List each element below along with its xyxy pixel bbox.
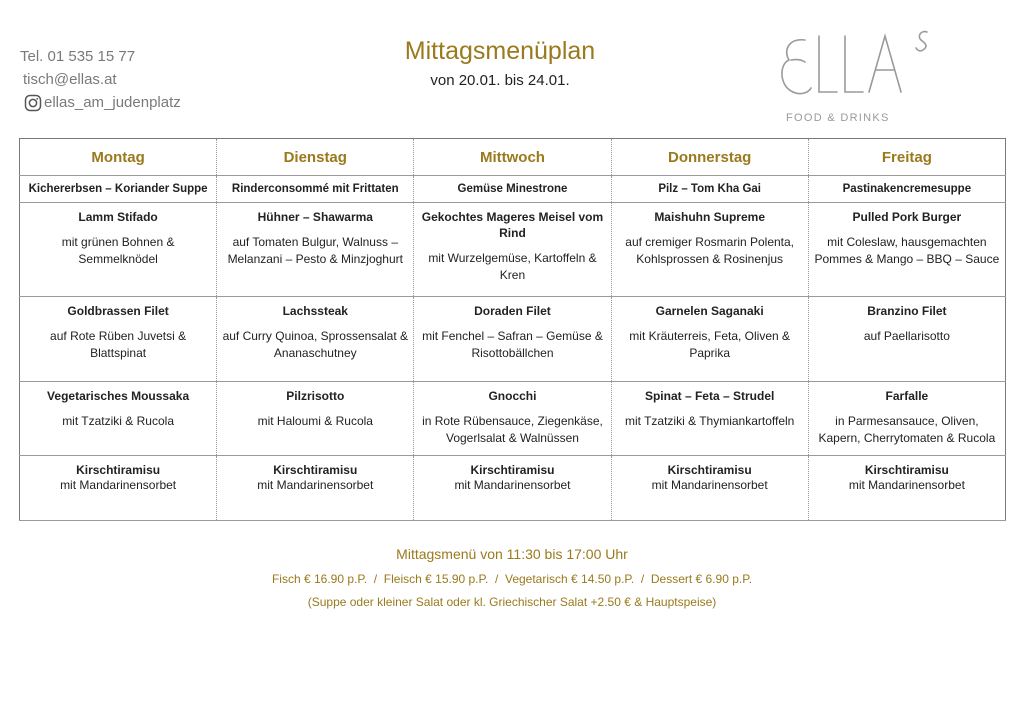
dessert-description: mit Mandarinensorbet: [257, 478, 374, 492]
dish-description: auf Rote Rüben Juvetsi & Blattspinat: [50, 329, 187, 360]
dish-description: in Rote Rübensauce, Ziegenkäse, Vogerlsalat & Walnüssen: [422, 414, 603, 445]
soup-cell: Rinderconsommé mit Frittaten: [217, 176, 414, 203]
dessert-cell: [808, 456, 1005, 521]
dish-name: Gnocchi: [488, 389, 537, 403]
day-header: Montag: [20, 139, 217, 176]
weekly-menu-table: [19, 138, 1006, 521]
dish-cell: [611, 382, 808, 456]
dessert-name: Kirschtiramisu: [76, 463, 161, 477]
dish-description: mit Haloumi & Rucola: [257, 414, 373, 428]
dish-name: Lamm Stifado: [78, 210, 158, 224]
day-header: Dienstag: [217, 139, 414, 176]
phone-number[interactable]: Tel. 01 535 15 77: [20, 48, 136, 65]
dish-description: mit Tzatziki & Rucola: [62, 414, 174, 428]
dish-name: Branzino Filet: [867, 304, 947, 318]
dish-name: Maishuhn Supreme: [654, 210, 765, 224]
day-header: Freitag: [808, 139, 1005, 176]
dish-cell: [611, 297, 808, 382]
dish-cell: [217, 203, 414, 297]
email-address[interactable]: tisch@ellas.at: [23, 71, 117, 88]
dessert-name: Kirschtiramisu: [864, 463, 949, 477]
dessert-description: mit Mandarinensorbet: [454, 478, 571, 492]
dish-name: Pilzrisotto: [286, 389, 345, 403]
dish-cell: [808, 297, 1005, 382]
surcharge-note: (Suppe oder kleiner Salat oder kl. Griechischer Salat +2.50 € & Hauptspeise): [307, 595, 717, 609]
dish-description: mit Kräuterreis, Feta, Oliven & Paprika: [629, 329, 791, 360]
soup-row: [20, 176, 1006, 203]
dish-cell: [217, 382, 414, 456]
dessert-name: Kirschtiramisu: [667, 463, 752, 477]
dessert-row: [20, 456, 1006, 521]
dish-name: Vegetarisches Moussaka: [47, 389, 190, 403]
day-header: Mittwoch: [414, 139, 611, 176]
dish-name: Spinat – Feta – Strudel: [644, 389, 775, 403]
dish-description: auf cremiger Rosmarin Polenta, Kohlsprossen & Rosinenjus: [625, 235, 795, 266]
dish-name: Pulled Pork Burger: [852, 210, 962, 224]
dish-cell: [20, 382, 217, 456]
soup-cell: Kichererbsen – Koriander Suppe: [20, 176, 217, 203]
dish-description: mit Fenchel – Safran – Gemüse & Risottobällchen: [422, 329, 603, 360]
title-block: [330, 36, 670, 89]
dish-cell: [611, 203, 808, 297]
dish-name: Farfalle: [885, 389, 929, 403]
day-header-row: [20, 139, 1006, 176]
page-title: Mittagsmenüplan: [404, 37, 596, 65]
contact-block: [20, 45, 181, 114]
dish-cell: [808, 203, 1005, 297]
soup-cell: Gemüse Minestrone: [414, 176, 611, 203]
dish-cell: [414, 297, 611, 382]
main-course-row-1: [20, 203, 1006, 297]
main-course-row-2: [20, 297, 1006, 382]
dish-name: Doraden Filet: [474, 304, 551, 318]
dish-description: auf Curry Quinoa, Sprossensalat & Ananaschutney: [222, 329, 408, 360]
dish-description: auf Tomaten Bulgur, Walnuss – Melanzani – Pesto & Minzjoghurt: [227, 235, 403, 266]
dessert-description: mit Mandarinensorbet: [651, 478, 768, 492]
dish-description: mit Tzatziki & Thymiankartoffeln: [624, 414, 795, 428]
dish-name: Goldbrassen Filet: [67, 304, 169, 318]
instagram-line: [20, 91, 181, 114]
dessert-description: mit Mandarinensorbet: [848, 478, 965, 492]
footer: [0, 546, 1024, 609]
dish-cell: [20, 297, 217, 382]
dish-name: Garnelen Saganaki: [655, 304, 764, 318]
dessert-name: Kirschtiramisu: [273, 463, 358, 477]
phone-line: [20, 45, 181, 68]
dish-cell: [414, 382, 611, 456]
dish-description: mit Coleslaw, hausgemachten Pommes & Mango – BBQ – Sauce: [814, 235, 1000, 266]
day-header: Donnerstag: [611, 139, 808, 176]
soup-cell: Pastinakencremesuppe: [808, 176, 1005, 203]
dish-cell: [414, 203, 611, 297]
dessert-cell: [414, 456, 611, 521]
dish-cell: [20, 203, 217, 297]
dessert-cell: [611, 456, 808, 521]
dish-name: Gekochtes Mageres Meisel vom Rind: [421, 210, 604, 240]
instagram-handle[interactable]: ellas_am_judenplatz: [44, 94, 181, 111]
dish-name: Hühner – Shawarma: [257, 210, 373, 224]
lunch-hours: Mittagsmenü von 11:30 bis 17:00 Uhr: [396, 546, 628, 562]
dish-cell: [217, 297, 414, 382]
dessert-cell: [217, 456, 414, 521]
price-list: Fisch € 16.90 p.P. / Fleisch € 15.90 p.P. / Vegetarisch € 14.50 p.P. / Dessert € 6.90 p.P.: [271, 572, 753, 586]
dish-description: mit Wurzelgemüse, Kartoffeln & Kren: [428, 251, 597, 282]
date-range: von 20.01. bis 24.01.: [430, 72, 570, 89]
dessert-name: Kirschtiramisu: [470, 463, 555, 477]
dish-cell: [808, 382, 1005, 456]
dessert-cell: [20, 456, 217, 521]
dish-name: Lachssteak: [282, 304, 348, 318]
main-course-row-3: [20, 382, 1006, 456]
instagram-icon: [24, 94, 42, 112]
email-line: [20, 68, 181, 91]
soup-cell: Pilz – Tom Kha Gai: [611, 176, 808, 203]
dessert-description: mit Mandarinensorbet: [60, 478, 177, 492]
dish-description: in Parmesansauce, Oliven, Kapern, Cherrytomaten & Rucola: [818, 414, 996, 445]
dish-description: mit grünen Bohnen & Semmelknödel: [61, 235, 175, 266]
logo-tagline: FOOD & DRINKS: [786, 112, 890, 124]
dish-description: auf Paellarisotto: [863, 329, 950, 343]
